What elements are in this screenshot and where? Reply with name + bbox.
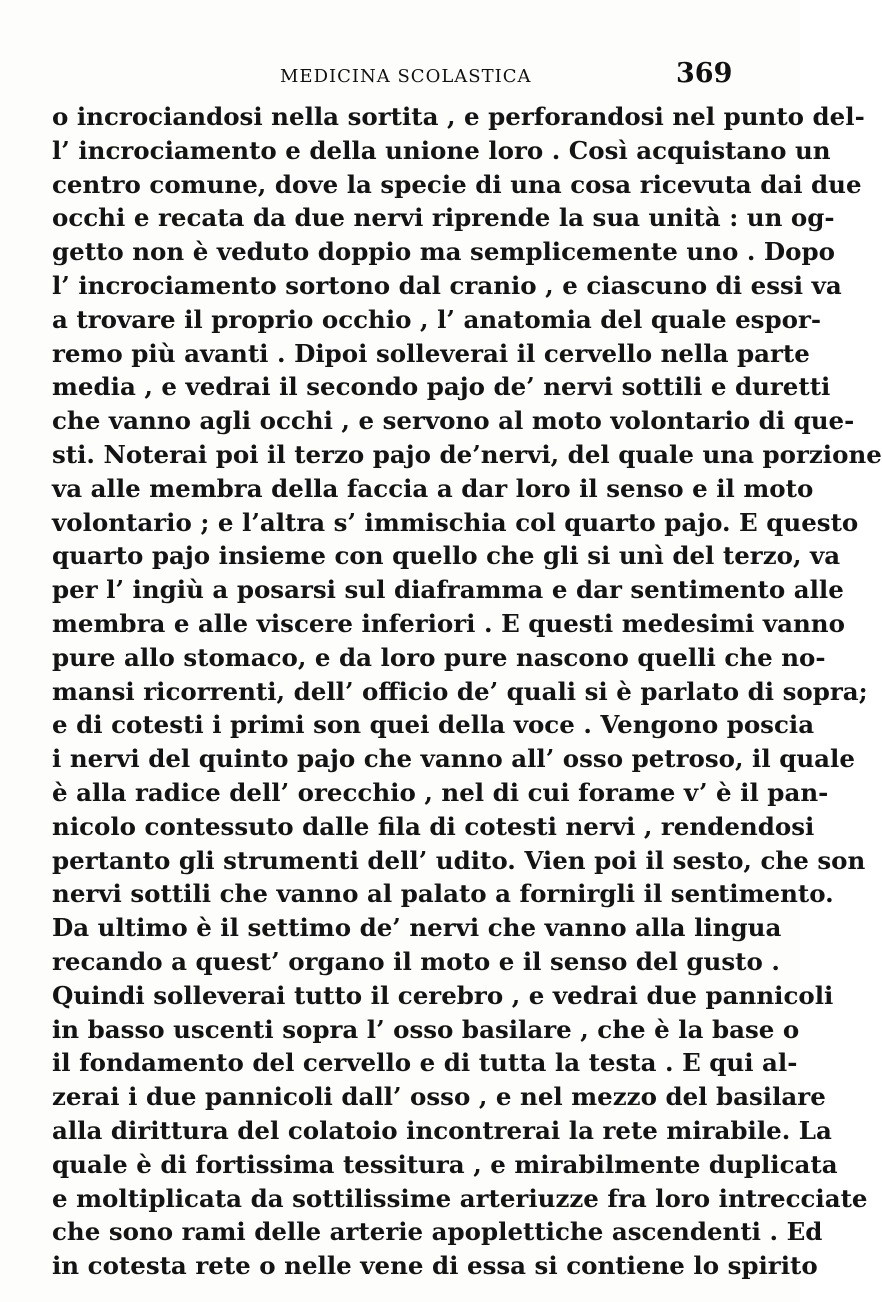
text-line: sti. Noterai poi il terzo pajo de’nervi, del quale una porzione xyxy=(52,439,882,469)
text-line: è alla radice dell’ orecchio , nel di cui forame v’ è il pan- xyxy=(52,777,829,807)
text-line: in basso uscenti sopra l’ osso basilare , che è la base o xyxy=(52,1014,800,1044)
text-line: e di cotesti i primi son quei della voce . Vengono poscia xyxy=(52,710,815,740)
text-line: l’ incrociamento e della unione loro . Così acquistano un xyxy=(52,135,831,165)
text-line: membra e alle viscere inferiori . E questi medesimi vanno xyxy=(52,608,845,638)
page-number: 369 xyxy=(676,58,733,89)
text-line: getto non è veduto doppio ma semplicemente uno . Dopo xyxy=(52,237,835,267)
text-line: a trovare il proprio occhio , l’ anatomia del quale espor- xyxy=(52,304,822,334)
text-line: che vanno agli occhi , e servono al moto volontario di que- xyxy=(52,406,855,436)
text-line: o incrociandosi nella sortita , e perforandosi nel punto del- xyxy=(52,102,865,131)
text-line: l’ incrociamento sortono dal cranio , e ciascuno di essi va xyxy=(52,270,842,300)
running-title: MEDICINA SCOLASTICA xyxy=(280,66,532,87)
text-line: recando a quest’ organo il moto e il senso del gusto . xyxy=(52,946,780,976)
text-line: quarto pajo insieme con quello che gli si unì del terzo, va xyxy=(52,541,841,571)
text-line: quale è di fortissima tessitura , e mirabilmente duplicata xyxy=(52,1149,838,1179)
text-line: Da ultimo è il settimo de’ nervi che vanno alla lingua xyxy=(52,913,782,943)
text-line: nicolo contessuto dalle fila di cotesti nervi , rendendosi xyxy=(52,811,815,841)
text-line: va alle membra della faccia a dar loro il senso e il moto xyxy=(52,473,814,503)
text-line: i nervi del quinto pajo che vanno all’ osso petroso, il quale xyxy=(52,744,855,774)
text-line: e moltiplicata da sottilissime arteriuzze fra loro intrecciate xyxy=(52,1183,868,1213)
text-line: mansi ricorrenti, dell’ officio de’ quali si è parlato di sopra; xyxy=(52,676,868,706)
text-line: in cotesta rete o nelle vene di essa si contiene lo spirito xyxy=(52,1251,818,1281)
text-line: centro comune, dove la specie di una cosa ricevuta dai due xyxy=(52,169,862,199)
text-line: occhi e recata da due nervi riprende la sua unità : un og- xyxy=(52,203,835,233)
text-line: alla dirittura del colatoio incontrerai la rete mirabile. La xyxy=(52,1115,832,1145)
text-line: pertanto gli strumenti dell’ udito. Vien poi il sesto, che son xyxy=(52,845,866,875)
text-line: Quindi solleverai tutto il cerebro , e vedrai due pannicoli xyxy=(52,980,834,1010)
text-line: che sono rami delle arterie apoplettiche ascendenti . Ed xyxy=(52,1217,823,1247)
text-line: il fondamento del cervello e di tutta la testa . E qui al- xyxy=(52,1048,798,1078)
running-head xyxy=(0,58,800,94)
body-text xyxy=(52,100,882,1283)
text-line: volontario ; e l’altra s’ immischia col quarto pajo. E questo xyxy=(52,507,859,537)
text-line: zerai i due pannicoli dall’ osso , e nel mezzo del basilare xyxy=(52,1082,826,1112)
text-line: per l’ ingiù a posarsi sul diaframma e dar sentimento alle xyxy=(52,575,844,605)
text-line: remo più avanti . Dipoi solleverai il cervello nella parte xyxy=(52,338,810,368)
text-line: nervi sottili che vanno al palato a fornirgli il sentimento. xyxy=(52,879,834,909)
text-line: media , e vedrai il secondo pajo de’ nervi sottili e duretti xyxy=(52,372,831,402)
text-line: pure allo stomaco, e da loro pure nascono quelli che no- xyxy=(52,642,826,672)
